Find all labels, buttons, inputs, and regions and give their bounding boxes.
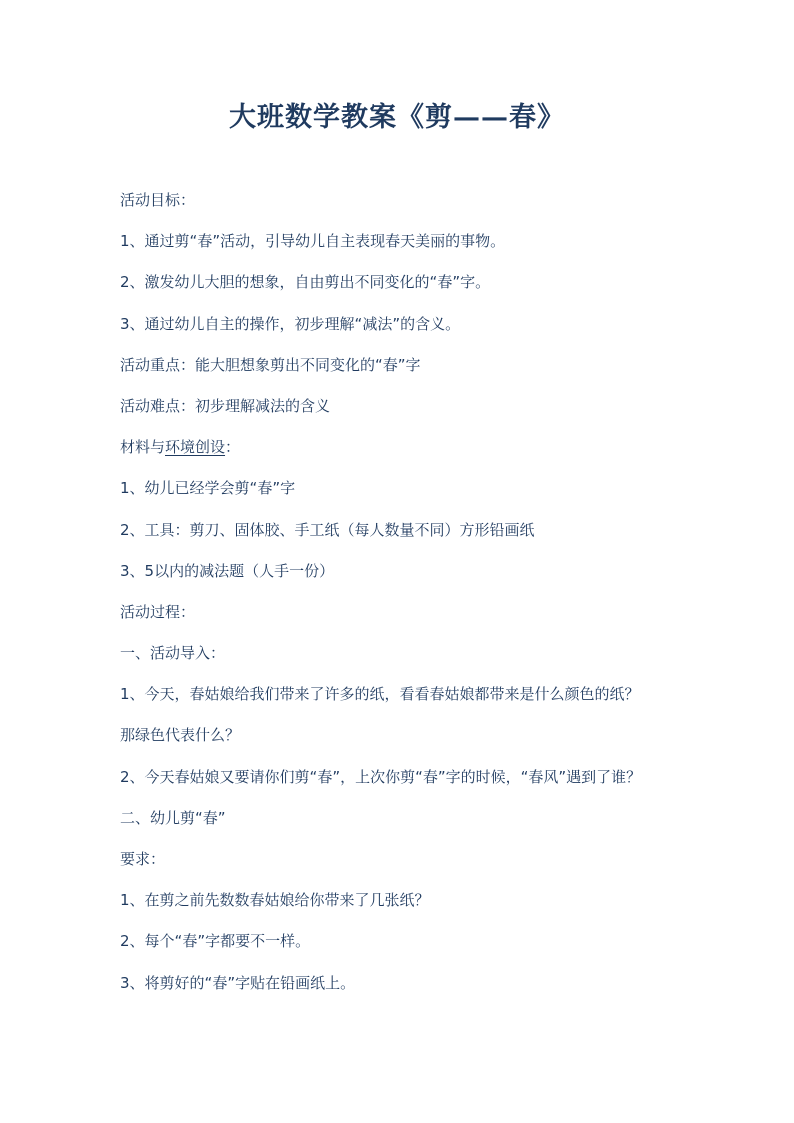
requirement-item-1: 1、在剪之前先数数春姑娘给你带来了几张纸？ bbox=[120, 891, 430, 910]
section-heading-process: 活动过程： bbox=[120, 602, 196, 621]
material-item-1: 1、幼儿已经学会剪“春”字 bbox=[120, 479, 296, 498]
material-item-3: 3、5以内的减法题（人手一份） bbox=[120, 561, 335, 580]
process-step-cutting: 二、幼儿剪“春” bbox=[120, 808, 226, 827]
section-heading-goals: 活动目标： bbox=[120, 191, 196, 209]
materials-heading-prefix: 材料与 bbox=[120, 438, 166, 457]
key-point: 活动重点：能大胆想象剪出不同变化的“春”字 bbox=[120, 355, 421, 374]
requirements-heading: 要求： bbox=[120, 850, 166, 868]
intro-item-2: 2、今天春姑娘又要请你们剪“春”，上次你剪“春”字的时候，“春风”遇到了谁？ bbox=[120, 767, 642, 786]
goal-item-2: 2、激发幼儿大胆的想象，自由剪出不同变化的“春”字。 bbox=[120, 273, 491, 292]
environment-setup-link[interactable]: 环境创设 bbox=[165, 438, 226, 457]
intro-item-1: 1、今天，春姑娘给我们带来了许多的纸，看看春姑娘都带来是什么颜色的纸？ bbox=[120, 685, 640, 704]
intro-item-1-continued: 那绿色代表什么？ bbox=[120, 726, 241, 745]
goal-item-1: 1、通过剪“春”活动，引导幼儿自主表现春天美丽的事物。 bbox=[120, 232, 506, 251]
requirement-item-2: 2、每个“春”字都要不一样。 bbox=[120, 932, 311, 951]
materials-heading bbox=[120, 432, 720, 473]
process-step-intro: 一、活动导入： bbox=[120, 644, 226, 663]
material-item-2: 2、工具：剪刀、固体胶、手工纸（每人数量不同）方形铅画纸 bbox=[120, 520, 535, 539]
materials-heading-suffix: ： bbox=[225, 438, 241, 457]
difficulty-point: 活动难点：初步理解减法的含义 bbox=[120, 396, 331, 415]
document-title: 大班数学教案《剪——春》 bbox=[229, 102, 565, 133]
requirement-item-3: 3、将剪好的“春”字贴在铅画纸上。 bbox=[120, 973, 356, 992]
goal-item-3: 3、通过幼儿自主的操作，初步理解“减法”的含义。 bbox=[120, 314, 461, 333]
document-body bbox=[120, 185, 720, 1009]
